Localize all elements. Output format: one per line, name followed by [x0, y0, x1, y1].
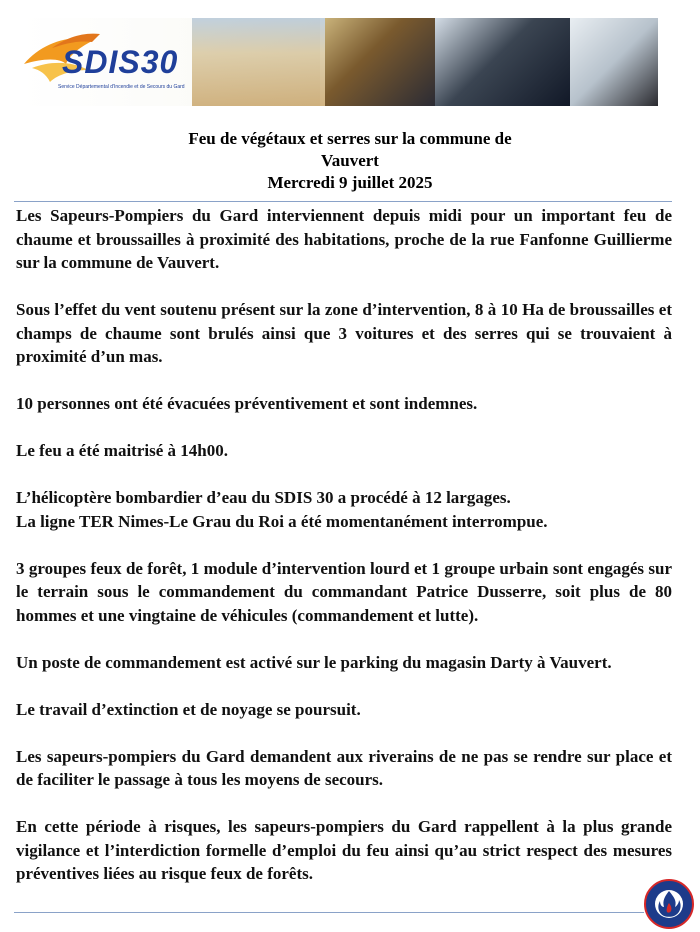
paragraph-damage: Sous l’effet du vent soutenu présent sur la zone d’intervention, 8 à 10 Ha de broussailles et champs de chaume sont brulés ainsi que 3 voitures et des serres qui se trouvaient à proximité d’un mas.	[16, 300, 672, 366]
paragraph-vigilance: En cette période à risques, les sapeurs-pompiers du Gard rappellent à la plus grande vigilance et l’interdiction formelle d’emploi du feu ainsi qu’au strict respect des mesures préventives liées au risque feux de forêts.	[16, 817, 672, 883]
paragraph-extinction: Le travail d’extinction et de noyage se poursuit.	[16, 699, 361, 719]
title-line-2: Vauvert	[321, 151, 379, 170]
sapeurs-pompiers-badge	[644, 879, 694, 929]
operator-woman-photo	[570, 18, 658, 106]
paragraph-evacuation: 10 personnes ont été évacuées préventivement et sont indemnes.	[16, 394, 478, 413]
press-release-body	[16, 204, 672, 909]
firefighters-photo	[325, 18, 435, 106]
title-line-1: Feu de végétaux et serres sur la commune de	[188, 129, 512, 148]
paragraph-helicopter: L’hélicoptère bombardier d’eau du SDIS 30 a procédé à 12 largages.	[16, 488, 511, 507]
paragraph-train: La ligne TER Nimes-Le Grau du Roi a été momentanément interrompue.	[16, 511, 548, 531]
paragraph-resources: 3 groupes feux de forêt, 1 module d’intervention lourd et 1 groupe urbain sont engagés sur le terrain sous le commandement du commandant Patrice Dusserre, soit plus de 80 hommes et une vingtaine de véhicules (commandement et lutte).	[16, 558, 672, 625]
paragraph-residents: Les sapeurs-pompiers du Gard demandent aux riverains de ne pas se rendre sur place et de faciliter le passage à tous les moyens de secours.	[16, 746, 672, 789]
document-title	[0, 128, 700, 194]
title-date: Mercredi 9 juillet 2025	[267, 173, 433, 192]
title-divider	[14, 201, 672, 202]
paragraph-aerial	[16, 486, 672, 533]
paragraph-intro: Les Sapeurs-Pompiers du Gard interviennent depuis midi pour un important feu de chaume et broussailles à proximité des habitations, proche de la rue Fanfonne Guillierme sur la commune de Vauvert.	[16, 206, 672, 272]
logo-subtitle: Service Départemental d'Incendie et de Secours du Gard	[58, 84, 185, 90]
flame-icon	[644, 879, 694, 929]
footer-divider	[14, 912, 644, 913]
dispatcher-photo	[435, 18, 570, 106]
sdis-logo	[22, 24, 212, 100]
paragraph-command-post: Un poste de commandement est activé sur le parking du magasin Darty à Vauvert.	[16, 652, 612, 672]
paragraph-controlled: Le feu a été maitrisé à 14h00.	[16, 441, 228, 460]
aqueduct-photo	[192, 18, 332, 106]
logo-text: SDIS30	[62, 44, 179, 80]
header-banner	[20, 18, 658, 106]
